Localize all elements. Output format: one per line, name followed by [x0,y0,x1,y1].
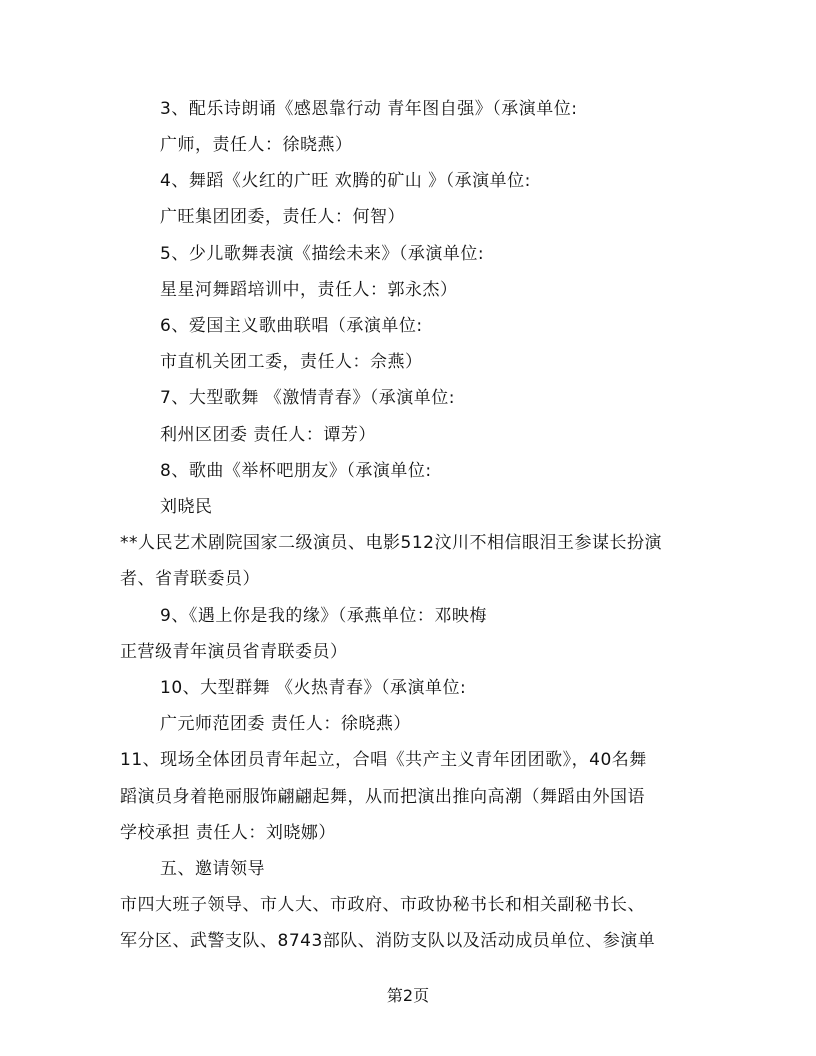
text-line: 市四大班子领导、市人大、市政府、市政协秘书长和相关副秘书长、 [120,895,645,915]
section-heading: 五、邀请领导 [160,859,265,879]
text-line: 11、现场全体团员青年起立，合唱《共产主义青年团团歌》，40名舞 [120,750,647,770]
text-line: 7、大型歌舞 《激情青春》（承演单位: [160,388,455,408]
text-line: 者、省青联委员） [120,569,260,589]
text-line: 广师，责任人：徐晓燕） [160,135,353,155]
text-line: 星星河舞蹈培训中，责任人：郭永杰） [160,280,458,300]
text-line: 3、配乐诗朗诵《感恩靠行动 青年图自强》（承演单位: [160,99,578,119]
text-line: 8、歌曲《举杯吧朋友》（承演单位: [160,461,432,481]
text-line: 军分区、武警支队、8743部队、消防支队以及活动成员单位、参演单 [120,931,656,951]
text-line: 10、大型群舞 《火热青春》（承演单位: [160,678,467,698]
text-line: 广旺集团团委，责任人：何智） [160,207,405,227]
text-line: **人民艺术剧院国家二级演员、电影512汶川不相信眼泪王参谋长扮演 [120,533,662,553]
text-line: 广元师范团委 责任人：徐晓燕） [160,714,411,734]
text-line: 9、《遇上你是我的缘》（承燕单位：邓映梅 [160,606,487,626]
text-line: 学校承担 责任人：刘晓娜） [120,823,336,843]
page-number: 第2页 [386,986,430,1005]
text-line: 利州区团委 责任人：谭芳） [160,425,376,445]
text-line: 4、舞蹈《火红的广旺 欢腾的矿山 》（承演单位: [160,171,531,191]
text-line: 6、爱国主义歌曲联唱（承演单位: [160,316,423,336]
text-line: 正营级青年演员省青联委员） [120,642,348,662]
text-line: 蹈演员身着艳丽服饰翩翩起舞，从而把演出推向高潮（舞蹈由外国语 [120,787,645,807]
text-line: 市直机关团工委，责任人：佘燕） [160,352,423,372]
text-line: 刘晓民 [160,497,213,517]
text-line: 5、少儿歌舞表演《描绘未来》（承演单位: [160,244,485,264]
